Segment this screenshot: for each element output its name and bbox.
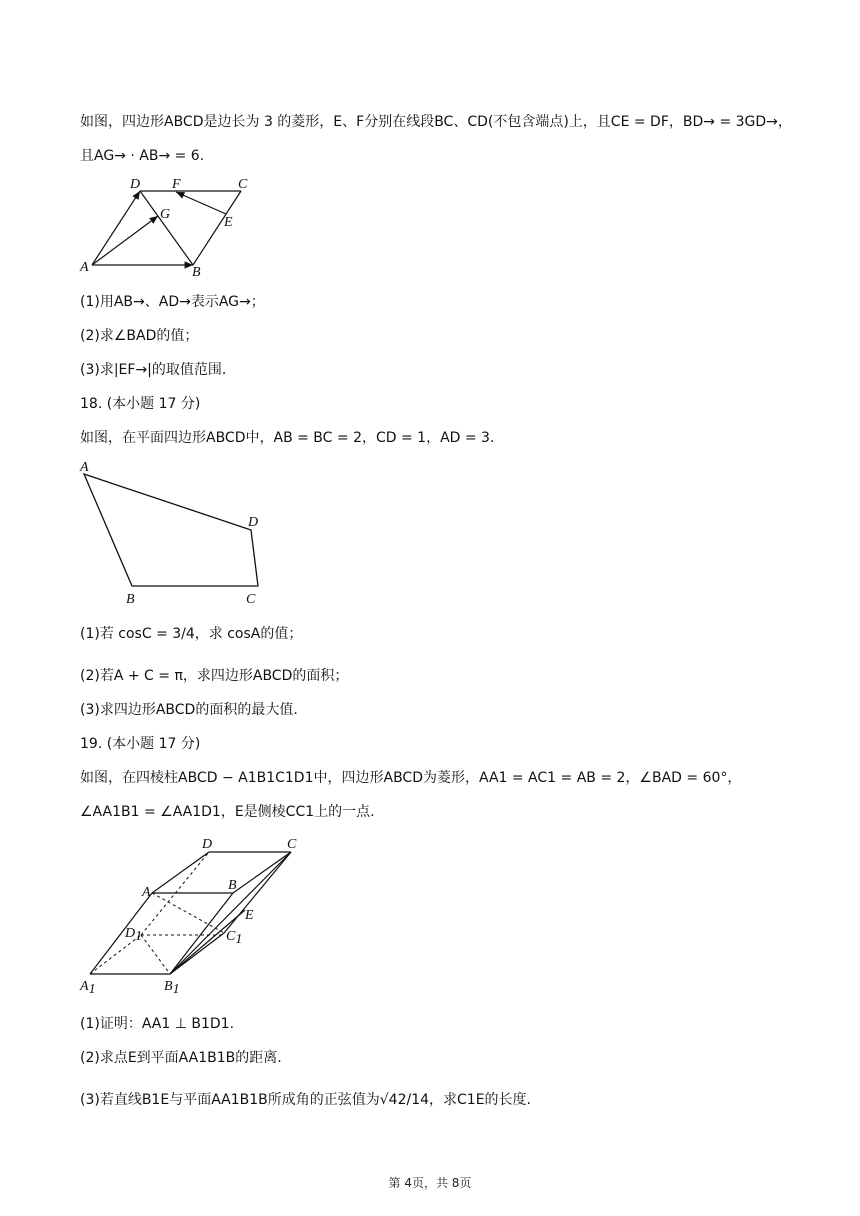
label-C: C — [246, 592, 256, 607]
label-D1: D1 — [125, 926, 143, 944]
p18-question-1: (1)若 cosC = 3/4，求 cosA的值； — [80, 626, 303, 642]
label-D: D — [248, 515, 259, 530]
p18-intro: 如图，在平面四边形ABCD中，AB = BC = 2，CD = 1，AD = 3. — [80, 430, 495, 446]
quadrilateral-figure — [78, 456, 278, 608]
label-B: B — [126, 592, 135, 607]
p19-intro-line1: 如图，在四棱柱ABCD − A1B1C1D1中，四边形ABCD为菱形，AA1 = AC1 = AB = 2，∠BAD = 60°， — [80, 770, 742, 786]
label-B: B — [228, 878, 237, 893]
p17-intro-line1: 如图，四边形ABCD是边长为 3 的菱形，E、F分别在线段BC、CD(不包含端点)上，且CE = DF，BD→ = 3GD→， — [80, 114, 792, 130]
rhombus-figure — [78, 174, 278, 278]
p17-question-3: (3)求|EF→|的取值范围. — [80, 362, 227, 378]
p18-header: 18. (本小题 17 分) — [80, 396, 201, 412]
p19-header: 19. (本小题 17 分) — [80, 736, 201, 752]
p19-intro-line2: ∠AA1B1 = ∠AA1D1，E是侧棱CC1上的一点. — [80, 804, 375, 820]
p18-question-3: (3)求四边形ABCD的面积的最大值. — [80, 702, 298, 718]
label-C: C — [287, 837, 297, 852]
p17-question-1: (1)用AB→、AD→表示AG→； — [80, 294, 265, 310]
label-E: E — [224, 215, 233, 230]
label-C: C — [238, 177, 248, 192]
label-C1: C1 — [226, 929, 243, 947]
p19-question-3: (3)若直线B1E与平面AA1B1B所成角的正弦值为√42/14，求C1E的长度. — [80, 1092, 531, 1108]
p17-question-2: (2)求∠BAD的值； — [80, 328, 199, 344]
label-G: G — [160, 207, 171, 222]
label-E: E — [245, 908, 254, 923]
p19-question-2: (2)求点E到平面AA1B1B的距离. — [80, 1050, 282, 1066]
label-A: A — [80, 460, 89, 475]
label-A: A — [80, 260, 89, 275]
label-D: D — [130, 177, 141, 192]
p19-question-1: (1)证明：AA1 ⊥ B1D1. — [80, 1016, 235, 1032]
prism-figure — [78, 832, 318, 1002]
p18-question-2: (2)若A + C = π，求四边形ABCD的面积； — [80, 668, 349, 684]
p17-intro-line2: 且AG→ · AB→ = 6. — [80, 148, 205, 164]
label-B: B — [192, 265, 201, 280]
label-D: D — [202, 837, 213, 852]
label-A: A — [142, 885, 151, 900]
label-A1: A1 — [80, 979, 96, 997]
label-B1: B1 — [164, 979, 180, 997]
label-F: F — [172, 177, 181, 192]
page-footer: 第 4页，共 8页 — [388, 1176, 472, 1190]
